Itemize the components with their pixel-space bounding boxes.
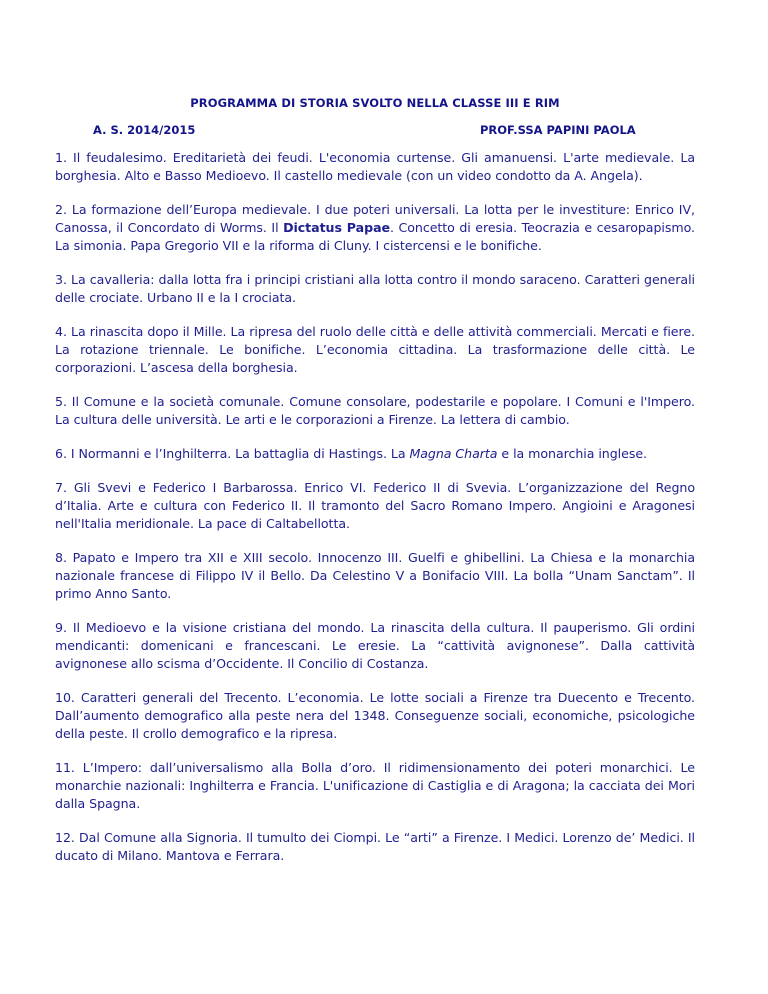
emphasis-magna-charta: Magna Charta — [409, 446, 498, 461]
program-item-2 — [55, 201, 695, 255]
program-item-9: 9. Il Medioevo e la visione cristiana del mondo. La rinascita della cultura. Il pauperismo. Gli ordini mendicanti: domenicani e francescani. Le eresie. La “cattività avignonese”. Dalla cattività avignonese allo scisma d’Occidente. Il Concilio di Costanza. — [55, 620, 695, 671]
document-title: PROGRAMMA DI STORIA SVOLTO NELLA CLASSE III E RIM — [190, 96, 560, 110]
item-text: 6. I Normanni e l’Inghilterra. La battaglia di Hastings. La — [55, 446, 410, 461]
item-text: 2. La formazione dell’Europa medievale. I due poteri universali. La lotta per le investiture: Enrico IV, Canossa, il Concordato di Worms. Il — [55, 202, 695, 235]
program-item-1: 1. Il feudalesimo. Ereditarietà dei feudi. L'economia curtense. Gli amanuensi. L'arte medievale. La borghesia. Alto e Basso Medioevo. Il castello medievale (con un video condotto da A. Angela). — [55, 150, 695, 183]
item-text: . Concetto di eresia. Teocrazia e cesaropapismo. La simonia. Papa Gregorio VII e la riforma di Cluny. I cistercensi e le bonifiche. — [55, 220, 695, 253]
item-text: e la monarchia inglese. — [497, 446, 647, 461]
program-item-8: 8. Papato e Impero tra XII e XIII secolo. Innocenzo III. Guelfi e ghibellini. La Chiesa e la monarchia nazionale francese di Filippo IV il Bello. Da Celestino V a Bonifacio VIII. La bolla “Unam Sanctam”. Il primo Anno Santo. — [55, 550, 695, 601]
program-item-4: 4. La rinascita dopo il Mille. La ripresa del ruolo delle città e delle attività commerciali. Mercati e fiere. La rotazione triennale. Le bonifiche. L’economia cittadina. La trasformazione delle città. Le corporazioni. L’ascesa della borghesia. — [55, 324, 695, 375]
program-item-3: 3. La cavalleria: dalla lotta fra i principi cristiani alla lotta contro il mondo saraceno. Caratteri generali delle crociate. Urbano II e la I crociata. — [55, 272, 695, 305]
emphasis-dictatus-papae: Dictatus Papae — [283, 220, 391, 235]
program-item-10: 10. Caratteri generali del Trecento. L’economia. Le lotte sociali a Firenze tra Duecento e Trecento. Dall’aumento demografico alla peste nera del 1348. Conseguenze sociali, economiche, psicologiche della peste. Il crollo demografico e la ripresa. — [55, 690, 695, 741]
program-item-7: 7. Gli Svevi e Federico I Barbarossa. Enrico VI. Federico II di Svevia. L’organizzazione del Regno d’Italia. Arte e cultura con Federico II. Il tramonto del Sacro Romano Impero. Angioini e Aragonesi nell'Italia meridionale. La pace di Caltabellotta. — [55, 480, 695, 531]
program-item-5: 5. Il Comune e la società comunale. Comune consolare, podestarile e popolare. I Comuni e l'Impero. La cultura delle università. Le arti e le corporazioni a Firenze. La lettera di cambio. — [55, 394, 695, 427]
program-item-6 — [55, 445, 695, 463]
document-page — [55, 96, 695, 881]
program-item-12: 12. Dal Comune alla Signoria. Il tumulto dei Ciompi. Le “arti” a Firenze. I Medici. Lorenzo de’ Medici. Il ducato di Milano. Mantova e Ferrara. — [55, 830, 695, 863]
program-item-11: 11. L’Impero: dall’universalismo alla Bolla d’oro. Il ridimensionamento dei poteri monarchici. Le monarchie nazionali: Inghilterra e Francia. L'unificazione di Castiglia e di Aragona; la cacciata dei Mori dalla Spagna. — [55, 760, 695, 811]
teacher-name: PROF.SSA PAPINI PAOLA — [480, 123, 636, 137]
document-meta — [55, 123, 695, 139]
school-year: A. S. 2014/2015 — [93, 123, 196, 137]
